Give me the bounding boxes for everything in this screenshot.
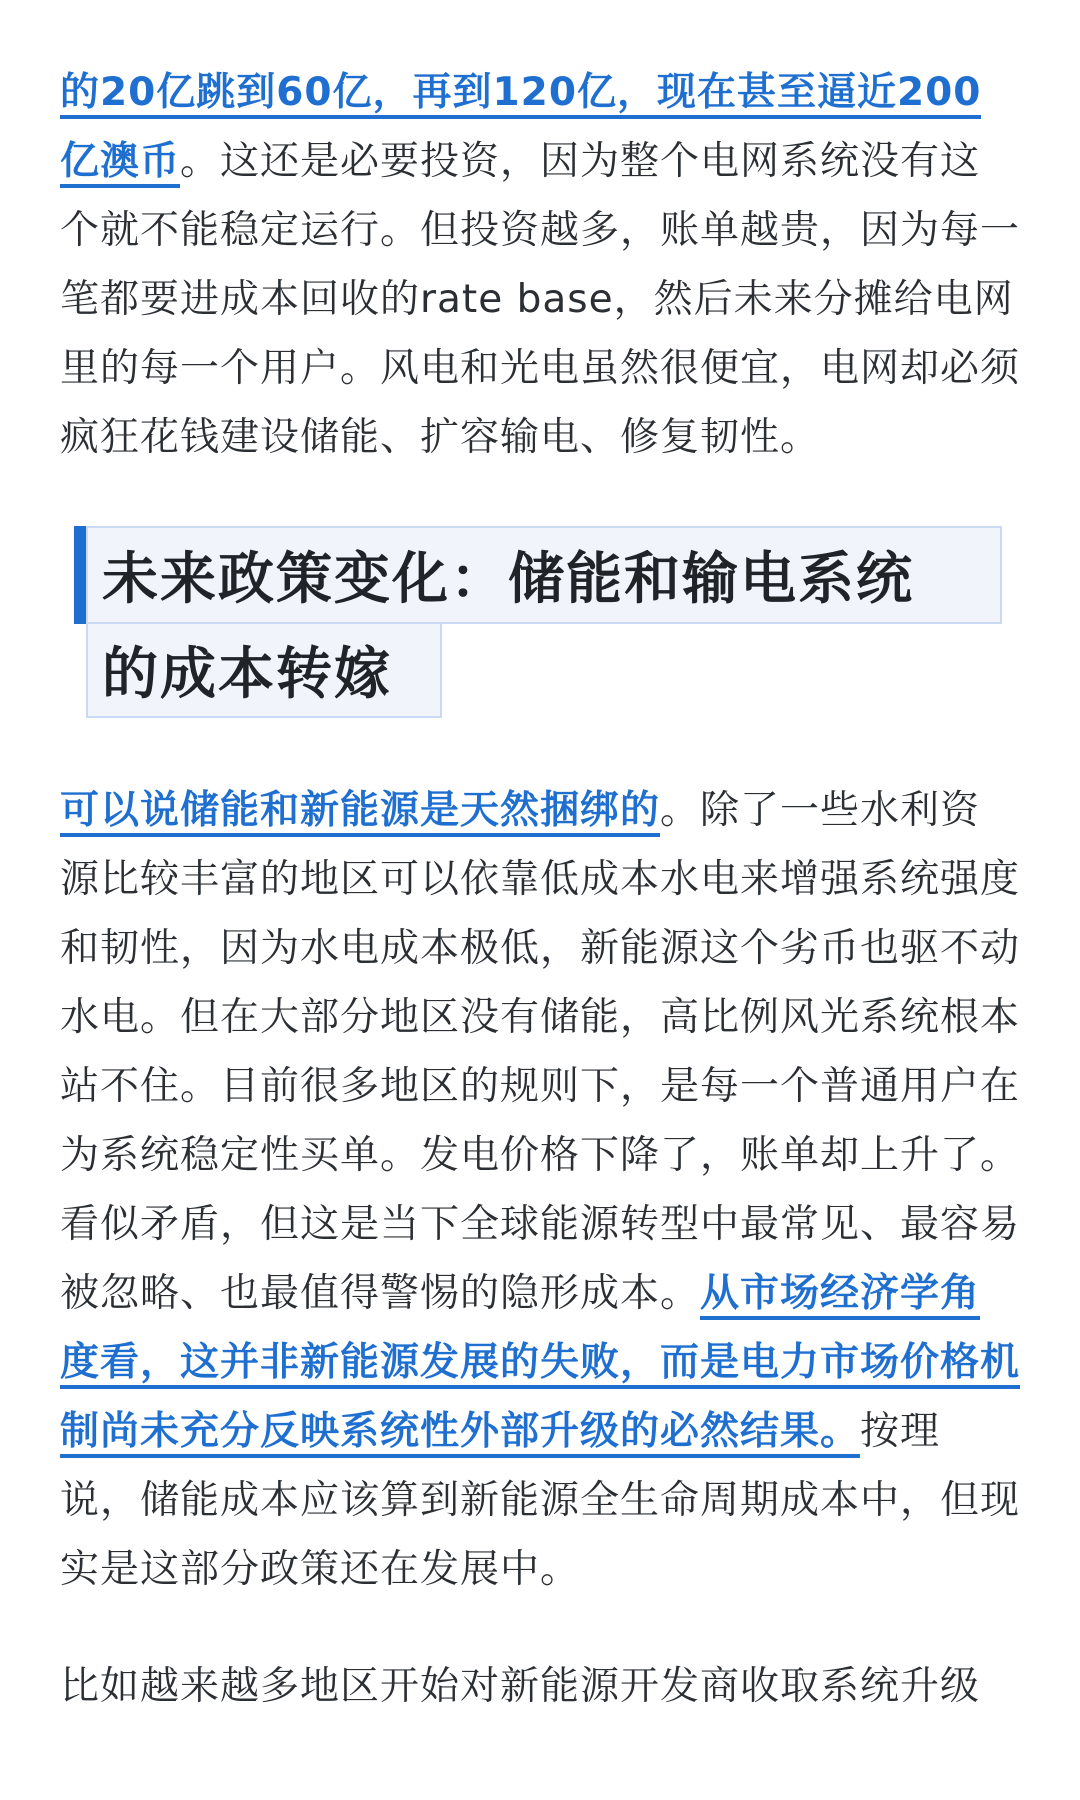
paragraph-2	[60, 776, 1020, 1604]
paragraph-text: 比如越来越多地区开始对新能源开发商收取系统升级	[60, 1664, 981, 1709]
highlighted-link-text[interactable]: 从市场经济学角度看，这并非新能源发展的失败，而是电力市场价格机制尚未充分反映系统性外部升级的必然结果。	[60, 1271, 1020, 1458]
heading-line-2: 的成本转嫁	[86, 622, 442, 718]
highlighted-link-text[interactable]: 可以说储能和新能源是天然捆绑的	[60, 788, 660, 837]
heading-line-1: 未来政策变化：储能和输电系统	[86, 526, 1002, 624]
highlighted-link-text[interactable]: 的20亿跳到60亿，再到120亿，现在甚至逼近200亿澳币	[60, 70, 981, 188]
paragraph-text: 。除了一些水利资源比较丰富的地区可以依靠低成本水电来增强系统强度和韧性，因为水电成本极低，新能源这个劣币也驱不动水电。但在大部分地区没有储能，高比例风光系统根本站不住。目前很多地区的规则下，是每一个普通用户在为系统稳定性买单。发电价格下降了，账单却上升了。看似矛盾，但这是当下全球能源转型中最常见、最容易被忽略、也最值得警惕的隐形成本。	[60, 788, 1021, 1316]
heading-accent-bar	[74, 526, 86, 624]
paragraph-1	[60, 58, 1020, 472]
paragraph-text: 按理说，储能成本应该算到新能源全生命周期成本中，但现实是这部分政策还在发展中。	[60, 1409, 1021, 1592]
paragraph-3	[60, 1652, 1020, 1721]
paragraph-text: 。这还是必要投资，因为整个电网系统没有这个就不能稳定运行。但投资越多，账单越贵，因为每一笔都要进成本回收的rate base，然后未来分摊给电网里的每一个用户。风电和光电虽然很便宜，电网却必须疯狂花钱建设储能、扩容输电、修复韧性。	[60, 139, 1021, 460]
